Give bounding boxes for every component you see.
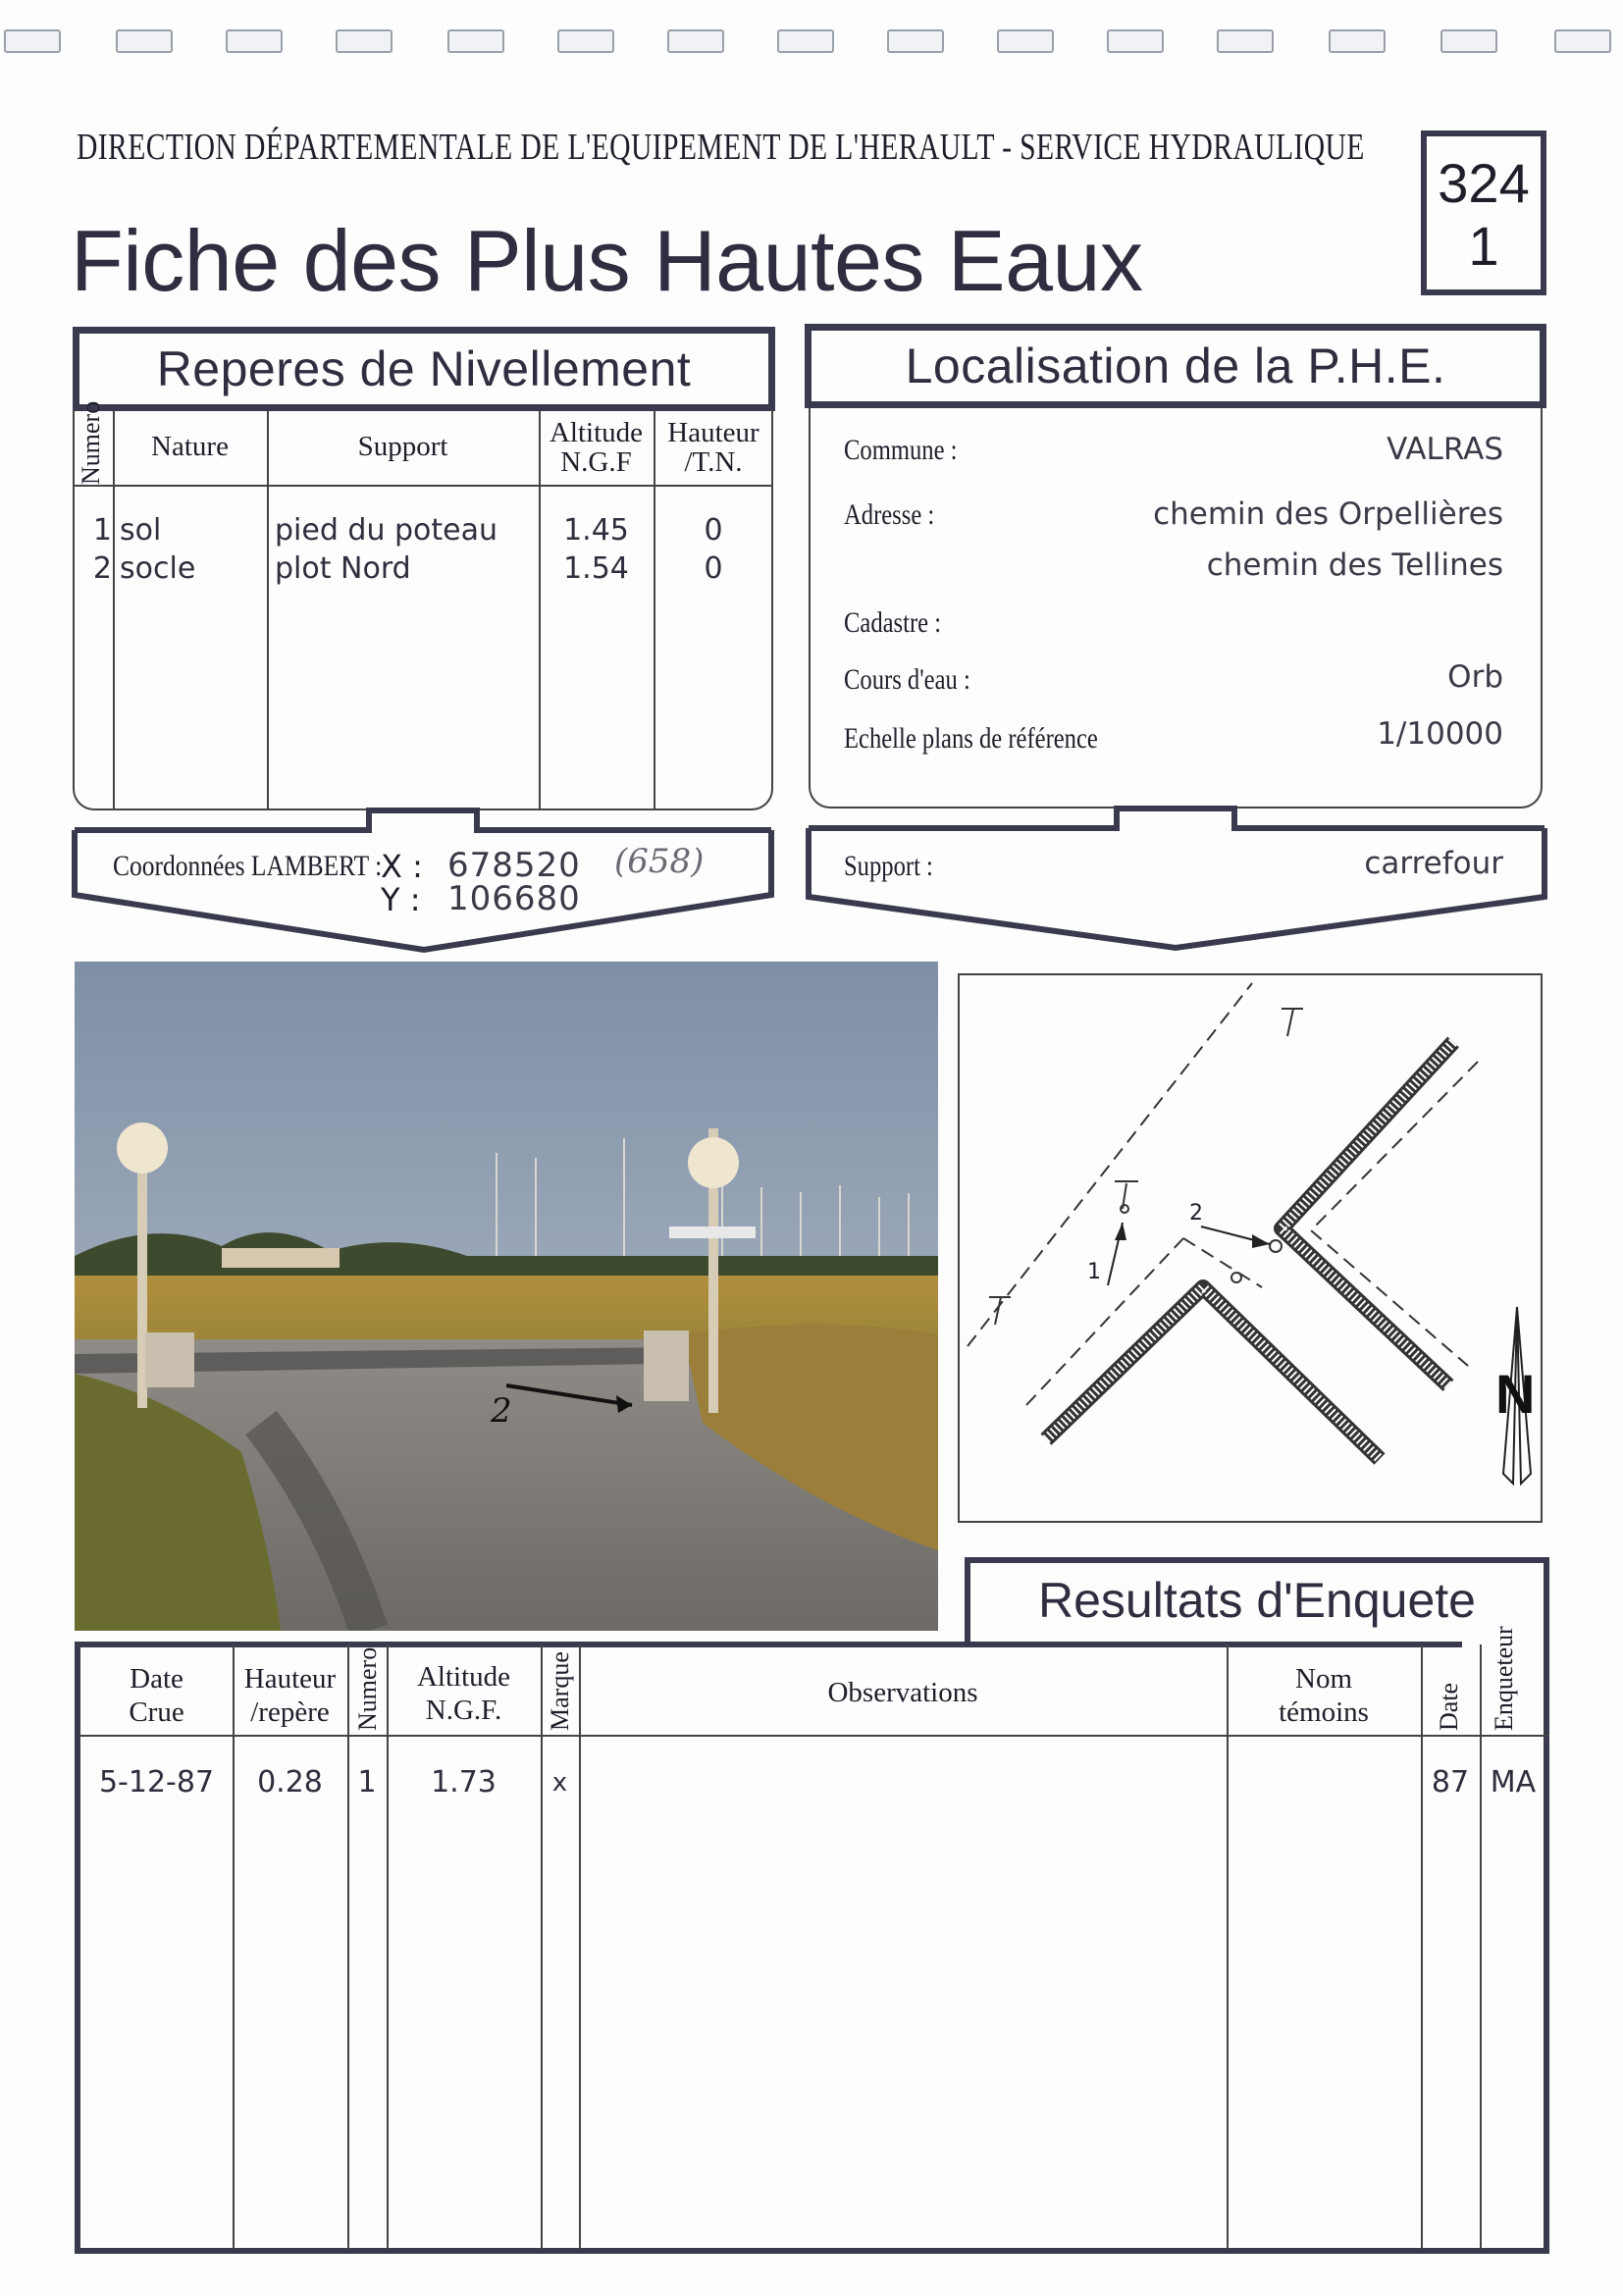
col-numero-header: Numero — [353, 1646, 382, 1731]
coordinates-pointer-box — [69, 805, 781, 962]
binder-hole — [116, 29, 173, 53]
col-date-crue-header — [80, 1662, 233, 1729]
col-altitude-line2: N.G.F — [560, 446, 632, 478]
adresse-value-1: chemin des Orpellières — [1153, 496, 1503, 532]
binder-hole — [226, 29, 283, 53]
row-nature: sol — [120, 513, 162, 548]
support-label: Support : — [844, 850, 933, 882]
row-nature: socle — [120, 551, 196, 586]
row-support: plot Nord — [275, 551, 411, 586]
col-nature-header: Nature — [151, 431, 229, 462]
header-divider — [78, 1735, 1549, 1737]
binder-hole — [997, 29, 1054, 53]
row-hauteur: 0 — [704, 513, 723, 548]
cadastre-label: Cadastre : — [844, 606, 942, 639]
binder-hole — [336, 29, 393, 53]
row-altitude-ngf: 1.73 — [431, 1765, 497, 1800]
row-hauteur-repere: 0.28 — [257, 1765, 323, 1800]
site-photo — [75, 962, 938, 1631]
col-date-crue-line1: Date — [130, 1663, 183, 1695]
adresse-value-2: chemin des Tellines — [1206, 548, 1503, 583]
col-nom-line1: Nom — [1295, 1663, 1352, 1695]
col-date-crue-line2: Crue — [129, 1696, 184, 1728]
binder-hole — [557, 29, 614, 53]
resultats-row — [78, 1764, 1549, 1803]
plan-label-1: 1 — [1087, 1260, 1101, 1284]
binder-hole — [4, 29, 61, 53]
col-hauteur-header — [654, 418, 773, 477]
sheet-number-top: 324 — [1438, 152, 1530, 214]
page-title: Fiche des Plus Hautes Eaux — [71, 212, 1143, 309]
col-hauteur-line2: /T.N. — [684, 446, 743, 478]
row-hauteur: 0 — [704, 551, 723, 586]
row-date-crue: 5-12-87 — [98, 1765, 215, 1800]
cours-deau-label: Cours d'eau : — [844, 663, 970, 696]
col-enqueteur-header: Enqueteur — [1490, 1626, 1518, 1731]
echelle-value: 1/10000 — [1377, 716, 1503, 752]
commune-value: VALRAS — [1387, 432, 1503, 467]
col-altitude-ngf-line1: Altitude — [416, 1661, 511, 1693]
location-plan — [958, 973, 1543, 1523]
coordinates-label: Coordonnées LAMBERT : — [113, 850, 383, 882]
row-altitude: 1.45 — [563, 513, 629, 548]
sheet-number-box — [1421, 130, 1546, 295]
binder-hole — [887, 29, 944, 53]
col-divider — [267, 410, 269, 810]
resultats-frame — [75, 1556, 1552, 2255]
col-altitude-header — [539, 418, 654, 477]
y-value: 106680 — [447, 879, 581, 918]
photo-marker-label: 2 — [491, 1391, 512, 1431]
reperes-row — [73, 512, 773, 551]
col-numero-header: Numero — [77, 400, 105, 485]
col-hauteur-repere-line2: /repère — [250, 1696, 330, 1728]
north-label: N — [1495, 1363, 1536, 1425]
cours-deau-value: Orb — [1447, 659, 1503, 695]
col-altitude-ngf-line2: N.G.F. — [425, 1695, 502, 1726]
x-value: 678520 — [447, 846, 581, 885]
x-label: X : — [381, 848, 423, 885]
x-handwritten-note: (658) — [614, 842, 705, 881]
header-divider — [73, 485, 773, 487]
binder-hole — [1217, 29, 1274, 53]
binder-hole — [667, 29, 724, 53]
binder-hole — [1107, 29, 1164, 53]
row-date: 87 — [1431, 1765, 1470, 1800]
localisation-title: Localisation de la P.H.E. — [805, 324, 1546, 408]
binder-hole — [777, 29, 834, 53]
adresse-label: Adresse : — [844, 498, 935, 531]
row-numero: 2 — [92, 551, 112, 586]
col-divider — [113, 410, 115, 810]
col-support-header: Support — [357, 431, 448, 462]
row-marque: x — [551, 1768, 568, 1798]
binder-hole — [447, 29, 504, 53]
binder-hole — [1329, 29, 1386, 53]
binder-hole — [1554, 29, 1611, 53]
reperes-row — [73, 550, 773, 590]
commune-label: Commune : — [844, 434, 958, 466]
col-altitude-line1: Altitude — [549, 417, 644, 448]
row-altitude: 1.54 — [563, 551, 629, 586]
y-label: Y : — [381, 881, 421, 918]
binder-hole — [1440, 29, 1497, 53]
col-hauteur-repere-line1: Hauteur — [243, 1663, 337, 1695]
resultats-title: Resultats d'Enquete — [1038, 1573, 1476, 1628]
col-observations-header: Observations — [827, 1677, 978, 1708]
row-numero: 1 — [357, 1765, 377, 1800]
row-enqueteur: MA — [1490, 1765, 1537, 1800]
reperes-title: Reperes de Nivellement — [73, 327, 775, 411]
col-hauteur-line1: Hauteur — [667, 417, 759, 448]
binder-holes — [0, 29, 1623, 59]
department-header: DIRECTION DÉPARTEMENTALE DE L'EQUIPEMENT DE L'HERAULT - SERVICE HYDRAULIQUE — [77, 127, 1365, 168]
row-numero: 1 — [92, 513, 112, 548]
col-hauteur-repere-header — [233, 1662, 347, 1729]
support-value: carrefour — [1364, 846, 1503, 881]
col-nom-temoins-header — [1227, 1662, 1421, 1729]
col-nom-line2: témoins — [1279, 1696, 1369, 1728]
plan-label-2: 2 — [1189, 1201, 1203, 1226]
echelle-label: Echelle plans de référence — [844, 722, 1098, 755]
col-date-header: Date — [1435, 1682, 1463, 1731]
col-marque-header: Marque — [546, 1651, 574, 1731]
col-altitude-ngf-header — [387, 1660, 541, 1727]
row-support: pied du poteau — [275, 513, 498, 548]
sheet-number-bottom: 1 — [1468, 215, 1499, 277]
